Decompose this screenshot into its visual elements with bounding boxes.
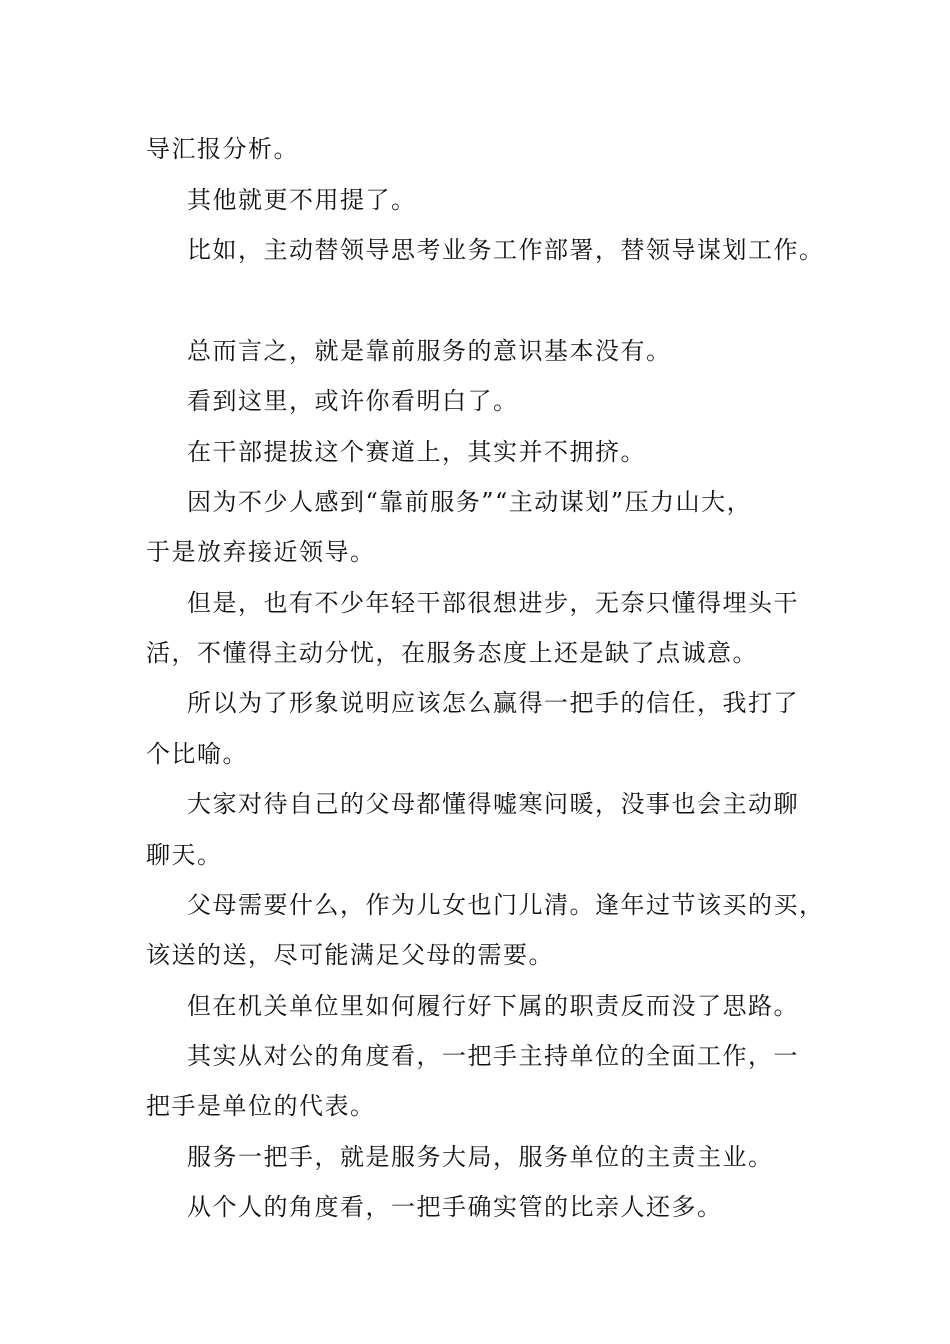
paragraph-line: 其实从对公的角度看，一把手主持单位的全面工作，一 — [187, 1042, 799, 1070]
paragraph-line: 总而言之，就是靠前服务的意识基本没有。 — [187, 337, 672, 365]
paragraph-line: 因为不少人感到“靠前服务”“主动谋划”压力山大， — [187, 488, 753, 516]
text-line: 把手是单位的代表。 — [146, 1092, 376, 1120]
paragraph-line: 服务一把手，就是服务大局，服务单位的主责主业。 — [187, 1143, 774, 1171]
text-line: 聊天。 — [146, 841, 223, 869]
paragraph-line: 其他就更不用提了。 — [187, 186, 417, 214]
paragraph-line: 但是，也有不少年轻干部很想进步，无奈只懂得埋头干 — [187, 589, 799, 617]
text-line: 导汇报分析。 — [146, 135, 299, 163]
text-line: 个比喻。 — [146, 740, 248, 768]
paragraph-line: 所以为了形象说明应该怎么赢得一把手的信任，我打了 — [187, 689, 799, 717]
paragraph-line: 但在机关单位里如何履行好下属的职责反而没了思路。 — [187, 992, 799, 1020]
paragraph-line: 大家对待自己的父母都懂得嘘寒问暖，没事也会主动聊 — [187, 790, 799, 818]
paragraph-line: 看到这里，或许你看明白了。 — [187, 387, 519, 415]
text-line: 该送的送，尽可能满足父母的需要。 — [146, 941, 554, 969]
text-line: 活，不懂得主动分忧，在服务态度上还是缺了点诚意。 — [146, 639, 758, 667]
paragraph-line: 比如，主动替领导思考业务工作部署，替领导谋划工作。 — [187, 236, 825, 264]
paragraph-line: 从个人的角度看，一把手确实管的比亲人还多。 — [187, 1193, 723, 1221]
text-line: 于是放弃接近领导。 — [146, 538, 376, 566]
paragraph-line: 父母需要什么，作为儿女也门儿清。逢年过节该买的买， — [187, 891, 825, 919]
paragraph-line: 在干部提拔这个赛道上，其实并不拥挤。 — [187, 438, 646, 466]
